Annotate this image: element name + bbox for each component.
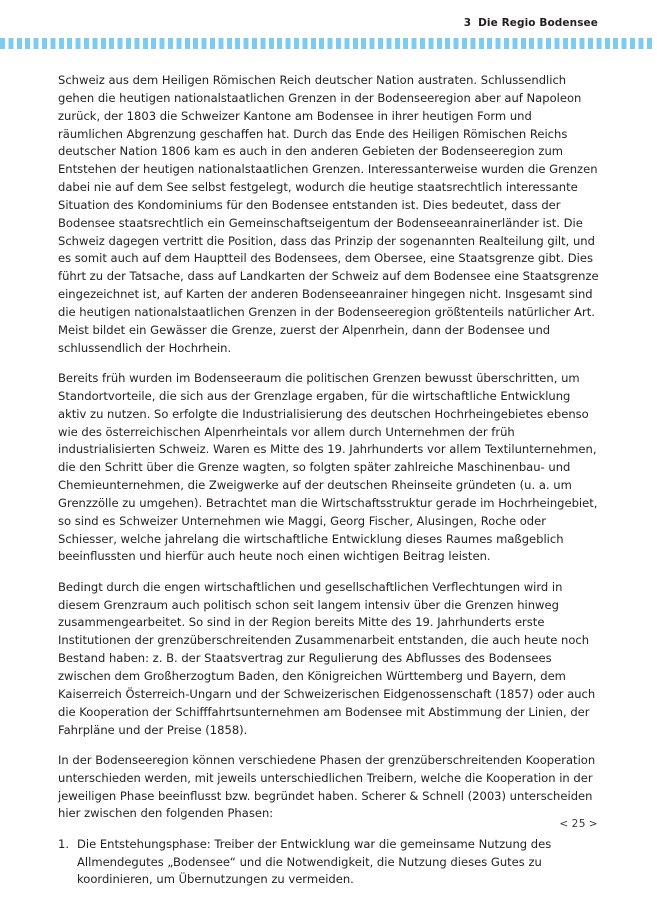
paragraph: Schweiz aus dem Heiligen Römischen Reich deutscher Nation austraten. Schlussendlich gehen die heutigen nationalstaatlichen Grenzen in der Bodenseeregion aber auf Napoleon zurück, der 1803 die Schweizer Kantone am Bodensee in ihrer heutigen Form und räumlichen Abgrenzung geschaffen hat. Durch das Ende des Heiligen Römischen Reichs deutscher Nation 1806 kam es auch in den anderen Gebieten der Bodenseeregion zum Entstehen der heutigen nationalstaatlichen Grenzen. Interessanterweise wurden die Grenzen dabei nie auf dem See selbst festgelegt, wodurch die heutige staatsrechtlich interessante Situation des Kondominiums für den Bodensee entstanden ist. Dies bedeutet, dass der Bodensee staatsrechtlich ein Gemeinschaftseigentum der Bodenseeanrainerländer ist. Die Schweiz dagegen vertritt die Position, dass das Prinzip der sogenannten Realteilung gilt, und es somit auch auf dem Hauptteil des Bodensees, dem Obersee, eine Staatsgrenze gibt. Dies führt zu der Tatsache, dass auf Landkarten der Schweiz auf dem Bodensee eine Staatsgrenze eingezeichnet ist, auf Karten der anderen Bodenseeanrainer hingegen nicht. Insgesamt sind die heutigen nationalstaatlichen Grenzen in der Bodenseeregion größtenteils natürlicher Art. Meist bildet ein Gewässer die Grenze, zuerst der Alpenrhein, dann der Bodensee und schlussendlich der Hochrhein. bbox=[58, 73, 599, 355]
page-folio bbox=[0, 818, 598, 830]
paragraph: Bedingt durch die engen wirtschaftlichen und gesellschaftlichen Verflechtungen wird in diesem Grenzraum auch politisch schon seit langem intensiv über die Grenzen hinweg zusammengearbeitet. So sind in der Region bereits Mitte des 19. Jahrhunderts erste Institutionen der grenzüberschreitenden Zusammenarbeit entstanden, die auch heute noch Bestand haben: z. B. der Staatsvertrag zur Regulierung des Abflusses des Bodensees zwischen dem Großherzogtum Baden, den Königreichen Württemberg und Bayern, dem Kaiserreich Österreich-Ungarn und der Schweizerischen Eidgenossenschaft (1857) oder auch die Kooperation der Schifffahrtsunternehmen am Bodensee mit Abstimmung der Linien, der Fahrpläne und der Preise (1858). bbox=[58, 579, 596, 737]
prev-page-arrow-icon[interactable]: < bbox=[559, 818, 569, 830]
list-item bbox=[58, 836, 599, 890]
running-head-chapter-title: Die Regio Bodensee bbox=[478, 17, 598, 29]
list-item-marker: 1. bbox=[58, 836, 70, 851]
paragraph: In der Bodenseeregion können verschiedene Phasen der grenzüberschreitenden Kooperation unterschieden werden, mit jeweils unterschiedlichen Treibern, welche die Kooperation in der jeweiligen Phase beeinflusst bzw. begründet haben. Scherer & Schnell (2003) unterscheiden hier zwischen den folgenden Phasen: bbox=[58, 752, 596, 821]
body-text-column bbox=[58, 72, 599, 902]
next-page-arrow-icon[interactable]: > bbox=[588, 818, 598, 830]
dashed-rule-decoration bbox=[0, 38, 652, 49]
list-item-text: Die Entstehungsphase: Treiber der Entwicklung war die gemeinsame Nutzung des Allmendegutes „Bodensee“ und die Notwendigkeit, die Nutzung dieses Gutes zu koordinieren, um Übernutzungen zu vermeiden. bbox=[77, 836, 552, 887]
phase-list bbox=[58, 836, 599, 890]
running-head bbox=[0, 17, 598, 29]
paragraph: Bereits früh wurden im Bodenseeraum die politischen Grenzen bewusst überschritten, um Standortvorteile, die sich aus der Grenzlage ergaben, für die wirtschaftliche Entwicklung aktiv zu nutzen. So erfolgte die Industrialisierung des deutschen Hochrheingebietes ebenso wie des österreichischen Alpenrheintals vor allem durch Unternehmen der früh industrialisierten Schweiz. Waren es Mitte des 19. Jahrhunderts vor allem Textilunternehmen, die den Schritt über die Grenze wagten, so folgten später zahlreiche Maschinenbau- und Chemieunternehmen, die Zweigwerke auf der deutschen Rheinseite gründeten (u. a. um Grenzzölle zu umgehen). Betrachtet man die Wirtschaftsstruktur gerade im Hochrheingebiet, so sind es Schweizer Unternehmen wie Maggi, Georg Fischer, Alusingen, Roche oder Schiesser, welche jahrelang die wirtschaftliche Entwicklung dieses Raumes maßgeblich beeinflussten und hierfür auch heute noch einen wichtigen Beitrag leisten. bbox=[58, 371, 598, 564]
page-number: 25 bbox=[571, 818, 586, 830]
running-head-chapter-number: 3 bbox=[463, 17, 472, 29]
